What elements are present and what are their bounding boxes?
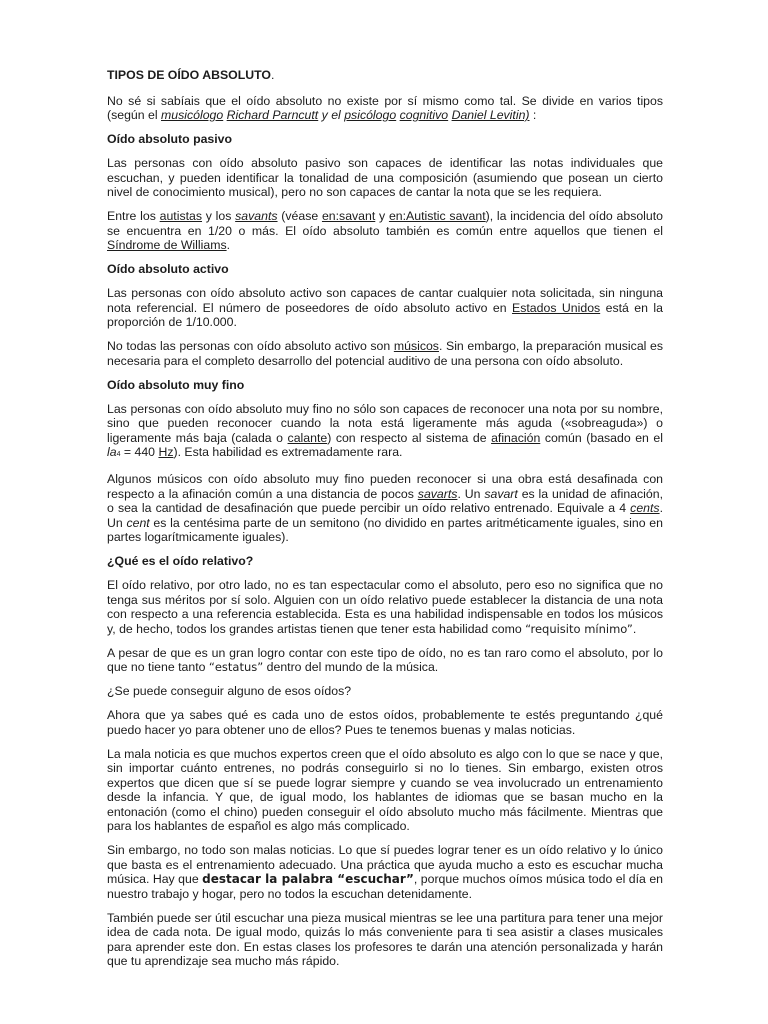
paragraph-tambien: También puede ser útil escuchar una pieza musical mientras se lee una partitura para tener una mejor idea de cada nota. De igual modo, quizás lo más conveniente para ti sea asistir a clases musicales para aprender este don. En estas clases los profesores te darán una atención personalizada y harán que tu aprendizaje sea mucho más rápido. bbox=[107, 910, 663, 968]
link-estados-unidos[interactable]: Estados Unidos bbox=[512, 300, 601, 315]
paragraph-savarts: Algunos músicos con oído absoluto muy fino pueden reconocer si una obra está desafinada con respecto a la afinación común a una distancia de pocos savarts. Un savart es la unidad de afinación, o sea la cantidad de desafinación que puede percibir un oído relativo entrenado. Equivale a 4 cents. Un cent es la centésima parte de un semitono (no dividido en partes aritméticamente iguales, sino en partes logarítmicamente iguales). bbox=[107, 472, 663, 544]
paragraph-musicos: No todas las personas con oído absoluto activo son músicos. Sin embargo, la preparación musical es necesaria para el completo desarrollo del potencial auditivo de una persona con oído absoluto. bbox=[107, 339, 663, 368]
document-body bbox=[107, 68, 663, 978]
heading-pasivo: Oído absoluto pasivo bbox=[107, 132, 233, 146]
link-en-autistic-savant[interactable]: en:Autistic savant bbox=[388, 209, 486, 223]
paragraph-muy-fino: Las personas con oído absoluto muy fino no sólo son capaces de reconocer una nota por su nombre, sino que pueden reconocer cuando la nota está ligeramente más aguda («sobreaguda») o ligeramente más baja (calada o calante) con respecto al sistema de afinación común (basado en el la4 = 440 Hz). Esta habilidad es extremadamente rara. bbox=[107, 401, 663, 459]
document-title bbox=[107, 68, 663, 83]
link-afinacion[interactable]: afinación bbox=[491, 430, 541, 445]
link-en-savant[interactable]: en:savant bbox=[321, 209, 376, 223]
title-dot: . bbox=[270, 68, 275, 82]
paragraph-conseguir: ¿Se puede conseguir alguno de esos oídos? bbox=[107, 684, 352, 698]
paragraph-activo: Las personas con oído absoluto activo son capaces de cantar cualquier nota solicitada, sin ninguna nota referencial. El número de poseedores de oído absoluto activo en Estados Unidos está en la proporción de 1/10.000. bbox=[107, 286, 663, 329]
link-cents[interactable]: cents bbox=[630, 501, 660, 515]
heading-relativo: ¿Qué es el oído relativo? bbox=[107, 554, 254, 568]
link-musicos[interactable]: músicos bbox=[393, 339, 439, 353]
link-richard-parncutt[interactable]: Richard Parncutt bbox=[226, 108, 319, 122]
paragraph-ahora: Ahora que ya sabes qué es cada uno de estos oídos, probablemente te estés preguntando ¿qué puedo hacer yo para obtener uno de ellos? Pues te tenemos buenas y malas noticias. bbox=[107, 708, 663, 737]
paragraph-relativo: El oído relativo, por otro lado, no es tan espectacular como el absoluto, pero eso no significa que no tenga sus méritos por sí solo. Alguien con un oído relativo puede establecer la distancia de una nota con respecto a una referencia establecida. Esta es una habilidad indispensable en todos los músicos y, de hecho, todos los grandes artistas tienen que tener esta habilidad como “requisito mínimo”. bbox=[107, 578, 663, 636]
link-musicologo[interactable]: musicólogo bbox=[161, 108, 224, 122]
paragraph-logro: A pesar de que es un gran logro contar con este tipo de oído, no es tan raro como el absoluto, por lo que no tiene tanto “estatus” dentro del mundo de la música. bbox=[107, 645, 663, 674]
paragraph-sin-embargo: Sin embargo, no todo son malas noticias. Lo que sí puedes lograr tener es un oído relativo y lo único que basta es el entrenamiento adecuado. Una práctica que ayuda mucho a esto es escuchar mucha música. Hay que destacar la palabra “escuchar”, porque muchos oímos música todo el día en nuestro trabajo y hogar, pero no todos la escuchan detenidamente. bbox=[107, 843, 663, 901]
link-hz[interactable]: Hz bbox=[158, 445, 174, 459]
link-daniel-levitin[interactable]: Daniel Levitin) bbox=[451, 108, 530, 122]
paragraph-pasivo: Las personas con oído absoluto pasivo son capaces de identificar las notas individuales que escuchan, y pueden identificar la tonalidad de una composición (asumiendo que posean un cierto nivel de conocimiento musical), pero no son capaces de cantar la nota que se les requiera. bbox=[107, 156, 663, 199]
intro-paragraph: No sé si sabíais que el oído absoluto no existe por sí mismo como tal. Se divide en varios tipos (según el musicólogo Richard Parncutt y el psicólogo cognitivo Daniel Levitin) : bbox=[107, 93, 663, 122]
paragraph-autistas: Entre los autistas y los savants (véase en:savant y en:Autistic savant), la incidencia del oído absoluto se encuentra en 1/20 o más. El oído absoluto también es común entre aquellos que tienen el Síndrome de Williams. bbox=[107, 209, 664, 252]
link-sindrome-williams[interactable]: Síndrome de Williams bbox=[107, 238, 227, 252]
link-psicologo[interactable]: psicólogo bbox=[344, 108, 397, 122]
paragraph-mala-noticia: La mala noticia es que muchos expertos creen que el oído absoluto es algo con lo que se nace y que, sin importar cuánto entrenes, no podrás conseguirlo si no lo tienes. Sin embargo, existen otros expertos que dicen que sí se puede lograr siempre y cuando se vea involucrado un entrenamiento desde la infancia. Y que, de igual modo, los hablantes de idiomas que se basan mucho en la entonación (como el chino) pueden conseguir el oído absoluto mucho más fácilmente. Mientras que para los hablantes de español es algo más complicado. bbox=[107, 746, 663, 833]
title-text: TIPOS DE OÍDO ABSOLUTO bbox=[107, 68, 271, 82]
link-cognitivo[interactable]: cognitivo bbox=[399, 108, 449, 122]
link-savarts[interactable]: savarts bbox=[417, 486, 458, 501]
heading-activo: Oído absoluto activo bbox=[107, 262, 229, 276]
link-autistas[interactable]: autistas bbox=[159, 209, 203, 223]
link-calante[interactable]: calante bbox=[287, 430, 328, 445]
heading-muy-fino: Oído absoluto muy fino bbox=[107, 377, 245, 392]
link-savants[interactable]: savants bbox=[235, 209, 278, 223]
